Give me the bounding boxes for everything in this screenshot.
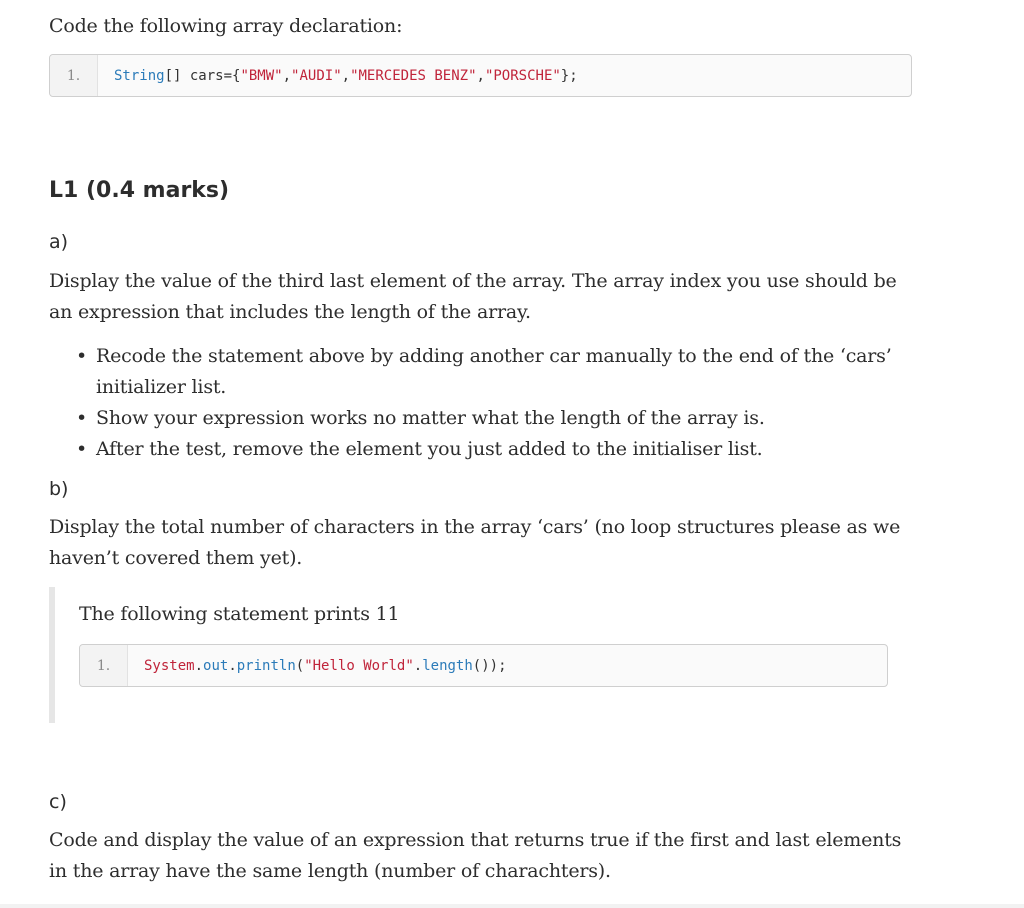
bullet-icon: • — [76, 345, 88, 367]
code-length: length — [422, 657, 473, 674]
code-dot: . — [413, 657, 423, 674]
part-c-label: c) — [49, 791, 67, 813]
code-dot: . — [228, 657, 237, 674]
bullet-icon: • — [76, 407, 88, 429]
line-number: 1. — [80, 645, 128, 686]
code-decl: cars={ — [181, 67, 241, 84]
list-item — [76, 403, 896, 434]
part-a-bullet-list — [76, 341, 896, 465]
part-c-text: Code and display the value of an expression that returns true if the first and last elements in the array have the same length (number of charachters). — [49, 829, 902, 882]
code-block-array-declaration — [49, 54, 912, 97]
code-type: String — [114, 67, 165, 84]
code-item-porsche: "PORSCHE" — [484, 67, 561, 84]
quote-text: The following statement prints 11 — [79, 603, 400, 625]
code-obj: System — [144, 657, 195, 674]
code-item-audi: "AUDI" — [291, 67, 342, 84]
code-sep: , — [476, 67, 485, 84]
code-sep: , — [341, 67, 351, 84]
code-line — [128, 658, 507, 674]
code-line — [98, 68, 578, 84]
part-b-text: Display the total number of characters in the array ‘cars’ (no loop structures please as we haven’t covered them yet). — [49, 516, 901, 569]
bullet-text: Show your expression works no matter what the length of the array is. — [96, 407, 765, 429]
code-end: }; — [560, 67, 578, 84]
bullet-text: Recode the statement above by adding another car manually to the end of the ‘cars’ initializer list. — [96, 345, 892, 398]
line-number: 1. — [50, 55, 98, 96]
part-a-text: Display the value of the third last element of the array. The array index you use should be an expression that includes the length of the array. — [49, 270, 897, 323]
code-out: out — [203, 657, 229, 674]
part-b-label: b) — [49, 478, 69, 500]
code-string: "Hello World" — [304, 657, 414, 674]
bottom-edge — [0, 904, 1024, 908]
code-method: println — [236, 657, 296, 674]
bullet-icon: • — [76, 438, 88, 460]
blockquote — [49, 587, 911, 723]
code-block-println — [79, 644, 888, 687]
code-sep: , — [282, 67, 292, 84]
section-title: L1 (0.4 marks) — [49, 178, 230, 203]
list-item — [76, 434, 896, 465]
code-close: ()); — [472, 657, 507, 674]
bullet-text: After the test, remove the element you just added to the initialiser list. — [96, 438, 763, 460]
code-item-bmw: "BMW" — [240, 67, 283, 84]
code-dot: . — [194, 657, 204, 674]
code-item-mercedes: "MERCEDES BENZ" — [350, 67, 477, 84]
code-open: ( — [295, 657, 305, 674]
intro-text: Code the following array declaration: — [49, 15, 403, 37]
code-brackets: [] — [164, 67, 182, 84]
part-a-label: a) — [49, 231, 69, 253]
list-item — [76, 341, 896, 403]
